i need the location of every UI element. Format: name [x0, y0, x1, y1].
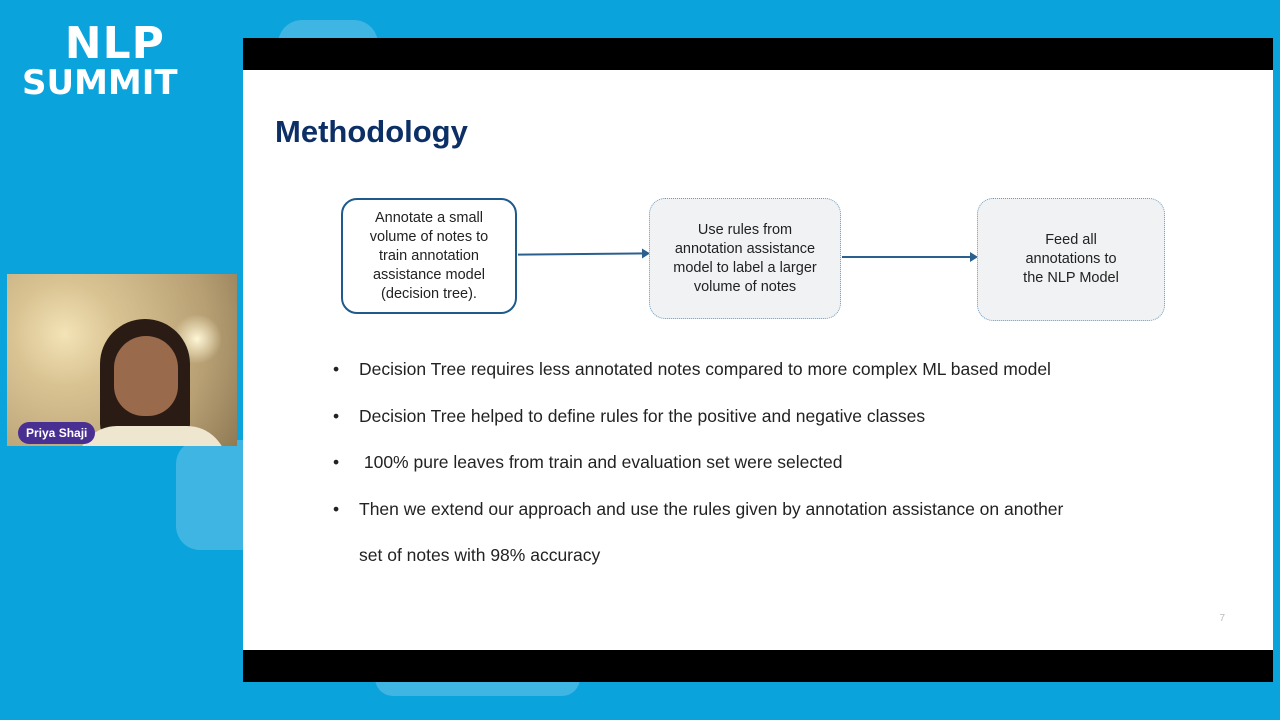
flow-step-text: Use rules from annotation assistance model to label a larger volume of notes — [673, 221, 817, 295]
bullet-item-continuation: set of notes with 98% accuracy — [359, 545, 601, 565]
logo-line2: SUMMIT — [22, 63, 178, 103]
bullet-item: • 100% pure leaves from train and evaluation set were selected — [333, 445, 1063, 492]
slide-title: Methodology — [275, 114, 468, 149]
arrow-icon — [518, 252, 648, 255]
slide-content — [243, 70, 1273, 650]
flow-step-2 — [649, 198, 841, 319]
speaker-name-badge: Priya Shaji — [18, 422, 95, 444]
presentation-slide — [243, 38, 1273, 682]
speaker-webcam — [7, 274, 237, 446]
bullet-item: • Decision Tree requires less annotated notes compared to more complex ML based model — [333, 352, 1063, 399]
nlp-summit-logo — [22, 18, 178, 103]
bullet-item: • Then we extend our approach and use the rules given by annotation assistance on another — [333, 492, 1063, 539]
arrow-icon — [842, 256, 976, 258]
bullet-list — [333, 352, 1063, 585]
flow-step-1 — [341, 198, 517, 314]
page-number: 7 — [1219, 613, 1225, 624]
speaker-shirt — [77, 426, 227, 446]
speaker-face — [114, 336, 178, 416]
flow-step-3 — [977, 198, 1165, 321]
logo-line1: NLP — [64, 18, 165, 69]
bullet-item: • Decision Tree helped to define rules for the positive and negative classes — [333, 399, 1063, 446]
flow-step-text: Feed all annotations to the NLP Model — [1023, 232, 1119, 286]
flow-step-text: Annotate a small volume of notes to train annotation assistance model (decision tree). — [369, 209, 489, 302]
